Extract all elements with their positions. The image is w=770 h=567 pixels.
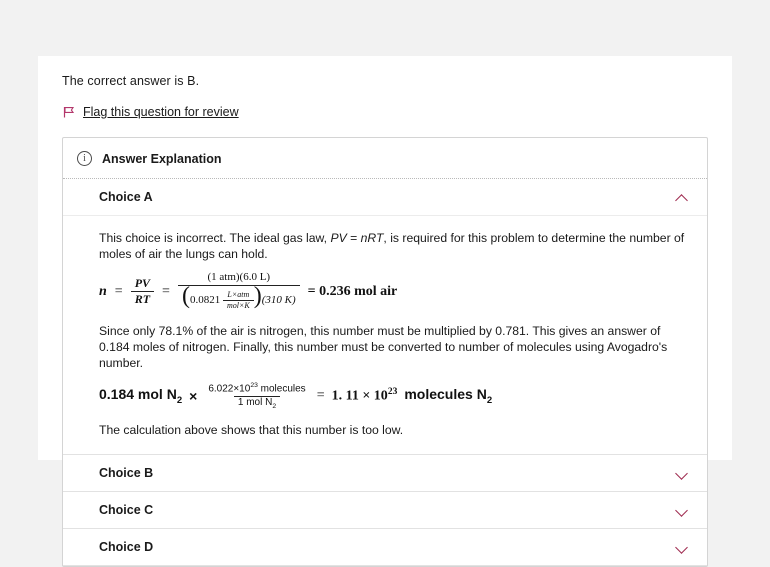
equation-2-term: 0.184 mol $N_2$ <box>99 385 183 406</box>
equation-1-main-fraction <box>178 272 300 310</box>
flag-question-label[interactable]: Flag this question for review <box>83 105 239 119</box>
question-explanation-card <box>38 56 732 555</box>
choice-a-body <box>63 216 707 455</box>
equation-2-times: × <box>189 387 198 404</box>
flag-icon <box>62 105 76 119</box>
equation-1-numerator: (1 atm)(6.0 L) <box>207 271 271 284</box>
choice-b-header[interactable] <box>63 455 707 492</box>
choice-a-paragraph-2: Since only 78.1% of the air is nitrogen, this number must be multiplied by 0.781. This gives an answer of 0.184 moles of nitrogen. Finally, this number must be converted to number of molecules using Avogadro's number. <box>99 323 668 371</box>
choice-c-label: Choice C <box>99 503 154 518</box>
choice-a-equation-2: 0.184 mol $N_2$ × $\frac{6.022\times 10^{23} molecules}{1 mol N_2}$ = 1. $11 \times 10^{23}$ molecules $N_2$ <box>99 381 493 410</box>
equation-2-fraction: $\frac{6.022\times 10^{23} molecules}{1 mol N_2}$ <box>208 381 306 410</box>
equation-2-result: 1. $11 \times 10^{23}$ <box>331 386 398 404</box>
correct-answer-line: The correct answer is B. <box>62 74 200 88</box>
choice-b-label: Choice B <box>99 466 154 481</box>
choice-a-paragraph-3: The calculation above shows that this number is too low. <box>99 423 404 438</box>
chevron-down-icon[interactable] <box>676 469 689 477</box>
answer-explanation-title: Answer Explanation <box>102 151 222 166</box>
chevron-down-icon[interactable] <box>676 506 689 514</box>
choice-a-equation-1: n = $\frac{PV}{RT}$ = (1 atm)(6.0 L) (0.0821 $\frac{\text{L×atm}}{\text{mol×K}}$ )(310 K) = 0.236 mol air <box>99 271 398 311</box>
chevron-down-icon[interactable] <box>676 543 689 551</box>
equation-1-lhs: n <box>99 283 107 299</box>
equation-1-denominator: (0.0821 $\frac{\text{L×atm}}{\text{mol×K}}$ )(310 K) <box>178 285 300 311</box>
chevron-up-icon[interactable] <box>676 193 689 201</box>
answer-explanation-header <box>63 138 707 179</box>
choice-d-header[interactable] <box>63 529 707 566</box>
choice-c-header[interactable] <box>63 492 707 529</box>
answer-explanation-panel <box>62 137 708 567</box>
choice-a-paragraph-1: This choice is incorrect. The ideal gas law, PV = nRT, is required for this problem to determine the number of moles of air the lungs can hold. <box>99 231 685 262</box>
card-content <box>38 56 732 567</box>
choice-a-header[interactable] <box>63 179 707 216</box>
flag-question-row[interactable] <box>62 105 708 119</box>
info-circle-icon: i <box>77 151 92 166</box>
choice-a-label: Choice A <box>99 190 153 204</box>
equation-2-result-tail: molecules $N_2$ <box>404 385 493 406</box>
choice-d-label: Choice D <box>99 540 154 555</box>
equation-1-lhs-fraction: $\frac{PV}{RT}$ <box>131 277 154 306</box>
